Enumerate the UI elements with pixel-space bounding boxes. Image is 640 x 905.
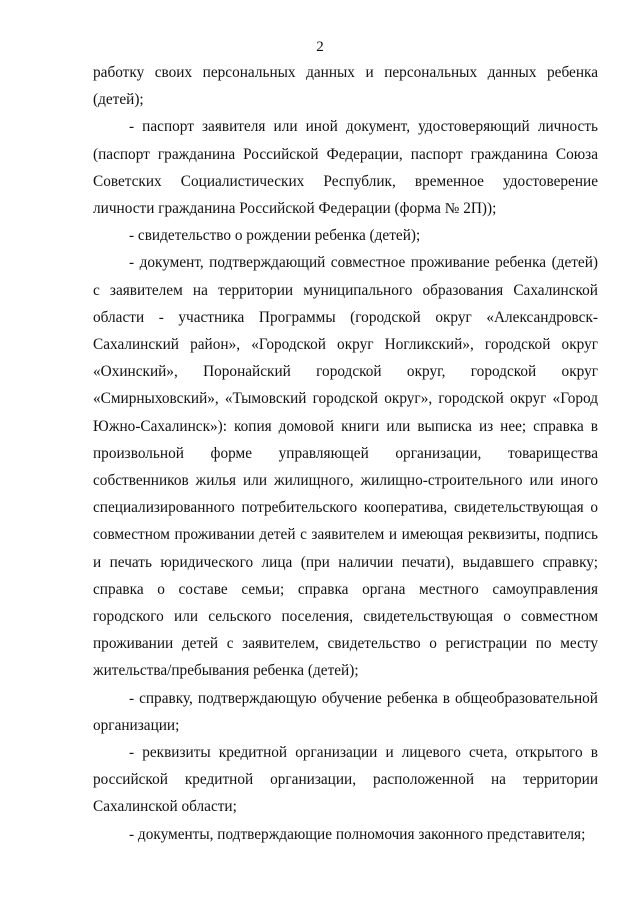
paragraph-birth-certificate: - свидетельство о рождении ребенка (детей); bbox=[129, 227, 421, 245]
paragraph-education-certificate: - справку, подтверждающую обучение ребенка в общеобразовательной организации; bbox=[93, 689, 598, 734]
paragraph-representative-authority: - документы, подтверждающие полномочия законного представителя; bbox=[129, 825, 586, 843]
paragraph-passport: - паспорт заявителя или иной документ, удостоверяющий личность (паспорт гражданина Российской Федерации, паспорт гражданина Союза Советских Социалистических Республик, временное удостоверение личности гражданина Российской Федерации (форма № 2П)); bbox=[93, 118, 598, 218]
paragraph-bank-details: - реквизиты кредитной организации и лицевого счета, открытого в российской кредитной организации, расположенной на территории Сахалинской области; bbox=[93, 744, 598, 816]
page-number: 2 bbox=[316, 39, 324, 55]
paragraph-cohabitation-document: - документ, подтверждающий совместное проживание ребенка (детей) с заявителем на территории муниципального образования Сахалинской области - участника Программы (городской округ «Александровск-Сахалинский район», «Городской округ Ногликский», городской округ «Охинский», Поронайский городской округ, городской округ «Смирныховский», «Тымовский городской округ», городской округ «Город Южно-Сахалинск»): копия домовой книги или выписка из нее; справка в произвольной форме управляющей организации, товарищества собственников жилья или жилищного, жилищно-строительного или иного специализированного потребительского кооператива, свидетельствующая о совместном проживании детей с заявителем и имеющая реквизиты, подпись и печать юридического лица (при наличии печати), выдавшего справку; справка о составе семьи; справка органа местного самоуправления городского или сельского поселения, свидетельствующая о совместном проживании детей с заявителем, свидетельство о регистрации по месту жительства/пребывания ребенка (детей); bbox=[93, 254, 598, 680]
paragraph-consent-continuation: работку своих персональных данных и персональных данных ребенка (детей); bbox=[93, 64, 598, 109]
document-body bbox=[93, 59, 598, 848]
